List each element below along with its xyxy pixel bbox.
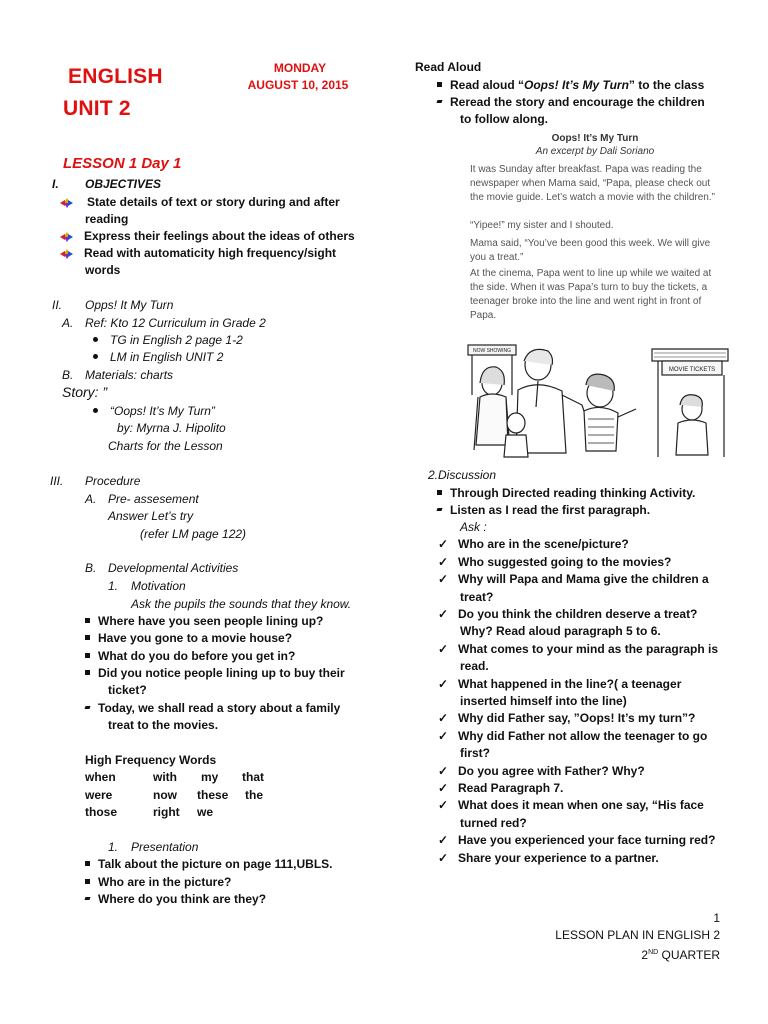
subject-title-line2: UNIT 2 [63,97,131,120]
presentation-item: Who are in the picture? [80,874,231,891]
bullet-icon [93,354,98,359]
four-arrow-bullet-icon [62,249,72,259]
discussion-question-cont: turned red? [460,816,527,830]
checkmark-icon: ✓ [438,729,449,743]
story-illustration [466,335,730,460]
materials-letter: B. [62,368,74,382]
objective-item-cont: words [85,263,121,277]
subject-numeral: II. [52,298,63,312]
hfw-word: those [85,805,118,819]
square-bullet-icon [85,879,90,884]
checkmark-icon: ✓ [438,572,449,586]
footer-quarter: 2ND QUARTER [641,948,720,962]
dev-title: Developmental Activities [108,561,239,575]
motivation-question-cont: ticket? [108,683,147,697]
hfw-word: were [85,788,113,802]
discussion-question-cont: treat? [460,590,494,604]
discussion-item: Listen as I read the first paragraph. [432,502,650,519]
checkmark-icon: ✓ [438,798,449,812]
four-arrow-bullet-icon [62,198,72,208]
pre-title: Pre- assesement [108,492,199,506]
story-title: Oops! It’s My Turn [551,133,639,144]
motivation-question: What do you do before you get in? [80,648,295,665]
subject-title: Opps! It My Turn [85,298,174,312]
discussion-question-cont: first? [460,746,490,760]
footer-lesson-plan: LESSON PLAN IN ENGLISH 2 [555,928,720,942]
bullet-icon [93,337,98,342]
motivation-title: Motivation [131,579,186,593]
bullet-icon [93,408,98,413]
now-showing-sign: NOW SHOWING [472,348,512,354]
discussion-item: Through Directed reading thinking Activity. [432,485,695,502]
materials-text: Materials: charts [85,368,174,382]
discussion-question: ✓ What comes to your mind as the paragraph is [438,642,719,656]
dash-bullet-icon [436,508,442,511]
discussion-question-cont: read. [460,659,489,673]
square-bullet-icon [85,618,90,623]
discussion-question: ✓ Why will Papa and Mama give the children a [438,572,709,586]
hfw-word: these [197,788,229,802]
hfw-word: with [153,770,177,784]
hfw-word: that [242,770,264,784]
square-bullet-icon [437,490,442,495]
discussion-question: ✓ Share your experience to a partner. [438,851,659,865]
story-item: “Oops! It’s My Turn” [85,403,215,420]
presentation-item: Talk about the picture on page 111,UBLS. [80,856,333,873]
discussion-question: ✓ Who are in the scene/picture? [438,537,629,551]
read-aloud-item-cont: to follow along. [460,112,548,126]
objectives-numeral: I. [52,177,59,191]
story-paragraph: It was Sunday after breakfast. Papa was reading the newspaper when Mama said, “Papa, please check out the movie guide. Let’s watch a movie with the children.” [470,164,715,203]
square-bullet-icon [85,670,90,675]
read-aloud-title: Read Aloud [415,60,482,74]
procedure-numeral: III. [50,474,64,488]
discussion-question: ✓ Read Paragraph 7. [438,781,564,795]
checkmark-icon: ✓ [438,711,449,725]
four-arrow-bullet-icon [62,232,72,242]
ref-text: Ref: Kto 12 Curriculum in Grade 2 [85,316,266,330]
hfw-title: High Frequency Words [85,753,217,767]
hfw-word: we [197,805,214,819]
pre-line1: Answer Let’s try [108,509,194,523]
page-number: 1 [713,911,720,925]
checkmark-icon: ✓ [438,764,449,778]
square-bullet-icon [437,82,442,87]
square-bullet-icon [85,861,90,866]
motivation-num: 1. [108,579,119,593]
discussion-question: ✓ Why did Father not allow the teenager to go [438,729,708,743]
discussion-question: ✓ Why did Father say, ”Oops! It’s my turn”? [438,711,696,725]
story-paragraph: Mama said, “You’ve been good this week. We will give you a treat.” [470,238,711,263]
hfw-word: when [85,770,116,784]
ref-item: LM in English UNIT 2 [85,349,223,366]
story-subtitle: An excerpt by Dali Soriano [535,146,655,157]
presentation-item: Where do you think are they? [80,891,266,908]
pre-line2: (refer LM page 122) [140,527,247,541]
objective-item: Read with automaticity high frequency/sight [62,245,336,262]
objectives-title: OBJECTIVES [85,177,162,191]
discussion-question: ✓ Do you think the children deserve a treat? [438,607,698,621]
hfw-word: the [245,788,263,802]
story-label: Story: ” [62,384,108,400]
motivation-question: Have you gone to a movie house? [80,630,292,647]
presentation-num: 1. [108,840,119,854]
checkmark-icon: ✓ [438,781,449,795]
dash-bullet-icon [84,897,90,900]
story-author: by: Myrna J. Hipolito [117,421,226,435]
discussion-question: ✓ Have you experienced your face turning red? [438,833,716,847]
dev-letter: B. [85,561,97,575]
day-label: MONDAY [273,61,327,75]
checkmark-icon: ✓ [438,642,449,656]
hfw-word: now [153,788,177,802]
checkmark-icon: ✓ [438,851,449,865]
discussion-question: ✓ What does it mean when one say, “His face [438,798,704,812]
checkmark-icon: ✓ [438,555,449,569]
square-bullet-icon [85,653,90,658]
read-aloud-item: Read aloud “Oops! It’s My Turn” to the class [432,77,704,94]
hfw-word: my [201,770,219,784]
ref-item: TG in English 2 page 1-2 [85,332,243,349]
pre-letter: A. [85,492,97,506]
procedure-title: Procedure [85,474,141,488]
objective-item-cont: reading [85,212,129,226]
hfw-word: right [153,805,180,819]
presentation-title: Presentation [131,840,199,854]
dash-bullet-icon [436,100,442,103]
subject-title-line1: ENGLISH [68,65,163,88]
dash-bullet-icon [84,706,90,709]
motivation-question: Did you notice people lining up to buy their [80,665,345,682]
motivation-question: Where have you seen people lining up? [80,613,323,630]
discussion-question-cont: inserted himself into the line) [460,694,627,708]
discussion-question: ✓ Do you agree with Father? Why? [438,764,645,778]
checkmark-icon: ✓ [438,537,449,551]
motivation-text: Ask the pupils the sounds that they know. [131,597,352,611]
story-paragraph: “Yipee!” my sister and I shouted. [470,220,614,231]
discussion-question: ✓ Who suggested going to the movies? [438,555,672,569]
ref-letter: A. [62,316,74,330]
lesson-heading: LESSON 1 Day 1 [63,155,182,172]
movie-tickets-sign: MOVIE TICKETS [668,367,716,373]
motivation-question-cont: treat to the movies. [108,718,219,732]
square-bullet-icon [85,635,90,640]
story-paragraph: At the cinema, Papa went to line up while we waited at the side. When it was Papa’s turn to buy the tickets, a teenager broke into the line and went right in front of Papa. [470,268,712,321]
objective-item: Express their feelings about the ideas of others [62,228,355,245]
discussion-question-cont: Why? Read aloud paragraph 5 to 6. [460,624,661,638]
discussion-title: 2.Discussion [428,468,497,482]
checkmark-icon: ✓ [438,607,449,621]
objective-item: State details of text or story during and after [62,194,340,211]
discussion-question: ✓ What happened in the line?( a teenager [438,677,682,691]
ask-label: Ask : [460,520,487,534]
checkmark-icon: ✓ [438,833,449,847]
checkmark-icon: ✓ [438,677,449,691]
story-charts: Charts for the Lesson [108,439,223,453]
read-aloud-item: Reread the story and encourage the children [432,94,705,111]
motivation-question: Today, we shall read a story about a family [80,700,340,717]
date-label: AUGUST 10, 2015 [247,78,349,92]
